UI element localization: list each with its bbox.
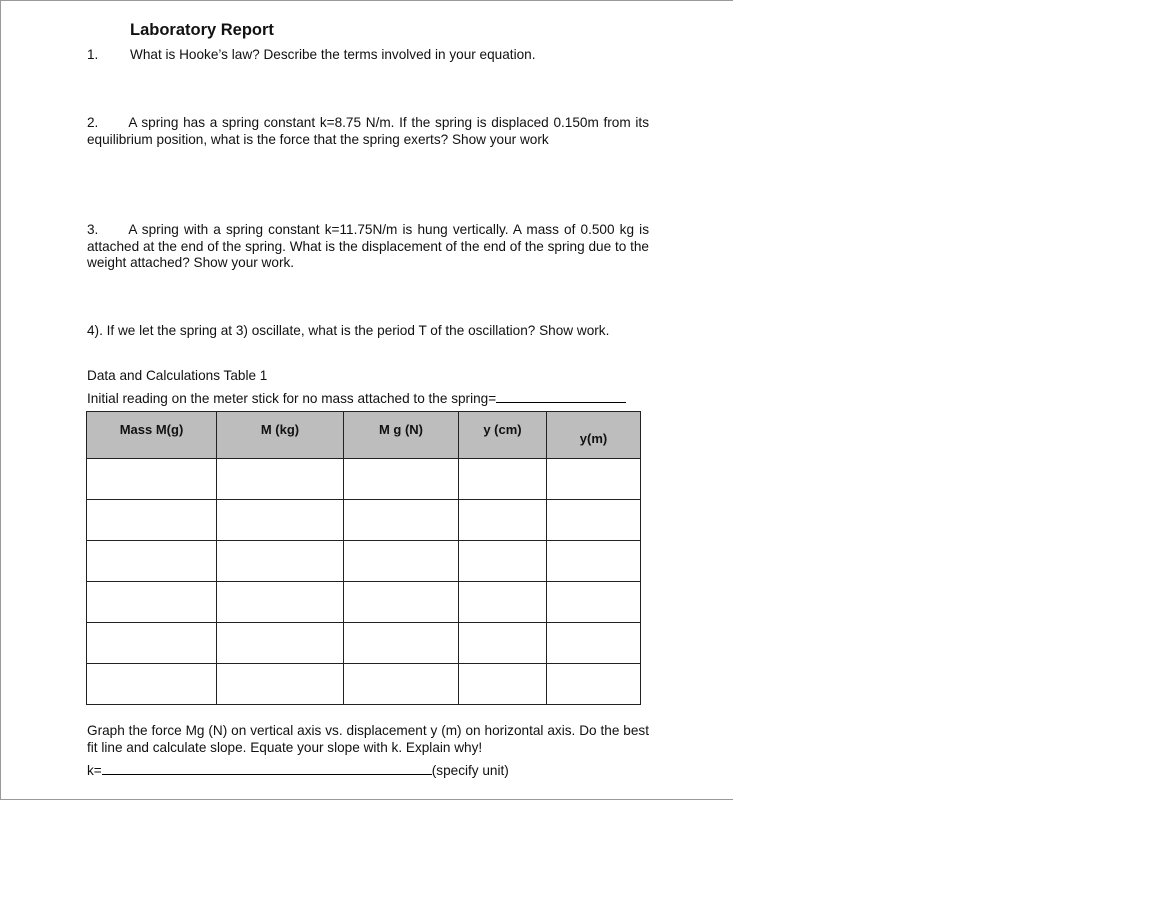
question-3-text: A spring with a spring constant k=11.75N/m is hung vertically. A mass of 0.500 kg is attached at the end of the spring. What is the displacement of the end of the spring due to the weight attached? Show your work. [87,222,649,270]
table-cell[interactable] [344,541,459,582]
initial-reading-blank[interactable] [496,390,626,403]
question-3-number: 3. [87,222,99,237]
report-title: Laboratory Report [130,21,274,39]
k-label: k= [87,763,102,778]
table-header-row [87,412,641,459]
table-cell[interactable] [217,500,344,541]
header-weight-n: M g (N) [344,412,459,459]
table-cell[interactable] [547,623,641,664]
table-cell[interactable] [344,582,459,623]
table-cell[interactable] [547,500,641,541]
question-1-text: What is Hooke’s law? Describe the terms involved in your equation. [130,47,536,62]
table-cell[interactable] [87,623,217,664]
table-cell[interactable] [87,541,217,582]
initial-reading-line [87,390,626,406]
table-row [87,664,641,705]
table-cell[interactable] [217,459,344,500]
table-row [87,623,641,664]
question-3 [87,222,649,272]
table-cell[interactable] [87,500,217,541]
table-cell[interactable] [459,459,547,500]
table-cell[interactable] [344,459,459,500]
table-cell[interactable] [547,664,641,705]
header-mass-g: Mass M(g) [87,412,217,459]
table-cell[interactable] [217,623,344,664]
header-y-cm: y (cm) [459,412,547,459]
table-cell[interactable] [87,459,217,500]
table-cell[interactable] [547,541,641,582]
k-answer-line [87,762,509,778]
header-mass-kg: M (kg) [217,412,344,459]
initial-reading-label: Initial reading on the meter stick for no mass attached to the spring= [87,391,497,406]
table-caption: Data and Calculations Table 1 [87,368,268,383]
header-y-m: y(m) [547,412,641,459]
table-cell[interactable] [217,541,344,582]
table-cell[interactable] [547,582,641,623]
table-row [87,541,641,582]
k-answer-blank[interactable] [102,762,432,775]
table-cell[interactable] [217,664,344,705]
table-cell[interactable] [217,582,344,623]
table-cell[interactable] [459,582,547,623]
table-cell[interactable] [459,541,547,582]
table-cell[interactable] [87,664,217,705]
data-table [86,411,641,705]
question-2 [87,115,649,148]
table-cell[interactable] [459,664,547,705]
question-4-text: 4). If we let the spring at 3) oscillate, what is the period T of the oscillation? Show work. [87,323,610,338]
table-cell[interactable] [344,500,459,541]
question-2-text: A spring has a spring constant k=8.75 N/m. If the spring is displaced 0.150m from its equilibrium position, what is the force that the spring exerts? Show your work [87,115,649,147]
table-cell[interactable] [87,582,217,623]
table-cell[interactable] [547,459,641,500]
k-unit-hint: (specify unit) [431,763,509,778]
table-cell[interactable] [459,623,547,664]
graph-instruction: Graph the force Mg (N) on vertical axis vs. displacement y (m) on horizontal axis. Do the best fit line and calculate slope. Equate your slope with k. Explain why! [87,723,649,755]
table-cell[interactable] [344,664,459,705]
table-cell[interactable] [344,623,459,664]
question-2-number: 2. [87,115,99,130]
table-row [87,459,641,500]
question-1-number: 1. [87,47,99,62]
table-row [87,500,641,541]
table-cell[interactable] [459,500,547,541]
table-row [87,582,641,623]
